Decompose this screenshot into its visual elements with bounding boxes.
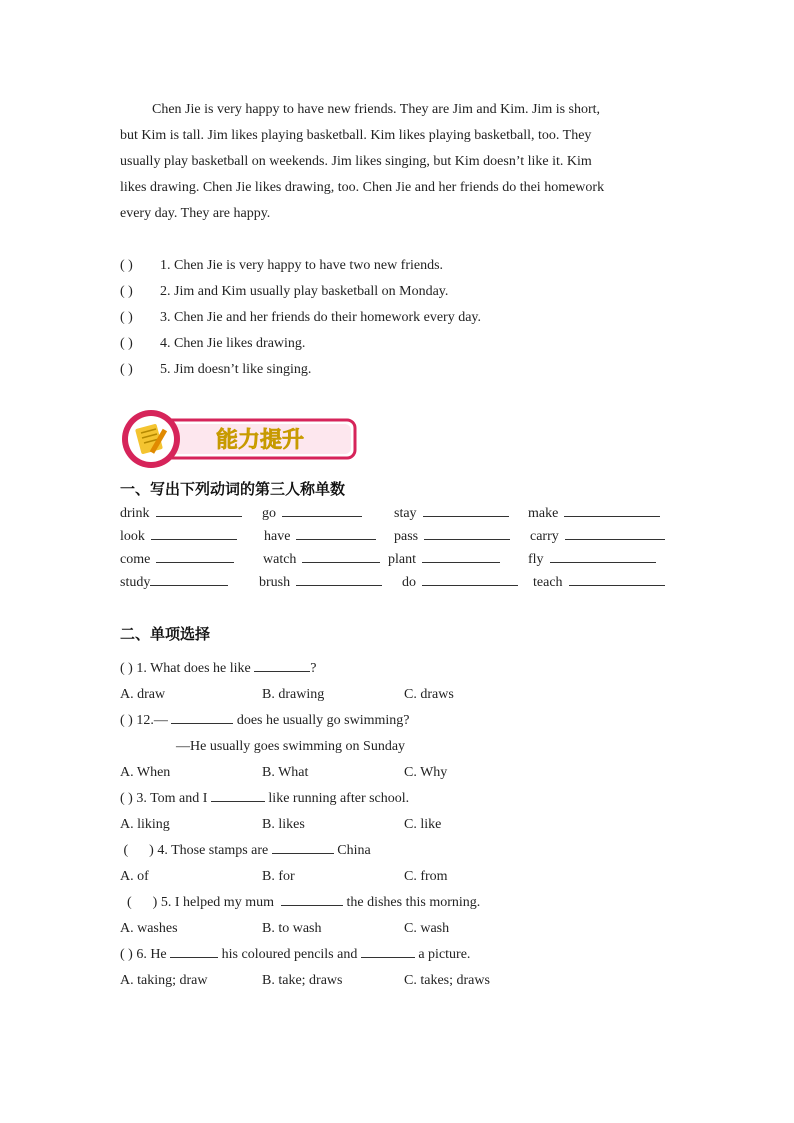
option-b[interactable]: B. to wash — [262, 921, 322, 936]
answer-blank[interactable] — [254, 657, 310, 672]
verb-item: pass — [394, 525, 510, 548]
options-row — [120, 812, 680, 838]
answer-blank[interactable] — [550, 548, 656, 563]
answer-blank[interactable] — [423, 502, 509, 517]
verb-item: fly — [528, 548, 656, 571]
passage-line: likes drawing. Chen Jie likes drawing, too. Chen Jie and her friends do thei homework — [120, 180, 605, 195]
true-false-list — [120, 253, 481, 383]
verb-item: have — [264, 525, 376, 548]
question-row: ( ) 3. Tom and I like running after school. — [120, 786, 680, 812]
answer-blank[interactable] — [296, 525, 376, 540]
option-b[interactable]: B. likes — [262, 817, 305, 832]
answer-blank[interactable] — [170, 943, 218, 958]
verb-item: stay — [394, 502, 509, 525]
options-row — [120, 760, 680, 786]
options-row — [120, 916, 680, 942]
option-b[interactable]: B. drawing — [262, 687, 325, 702]
answer-blank[interactable] — [422, 548, 500, 563]
answer-paren[interactable]: ( ) — [120, 310, 133, 325]
answer-blank[interactable] — [296, 571, 382, 586]
passage-line: usually play basketball on weekends. Jim likes singing, but Kim doesn’t like it. Kim — [120, 154, 592, 169]
answer-blank[interactable] — [156, 502, 242, 517]
section-title: 一、写出下列动词的第三人称单数 — [120, 480, 346, 498]
verb-item: come — [120, 548, 234, 571]
option-a[interactable]: A. When — [120, 765, 171, 780]
option-b[interactable]: B. for — [262, 869, 295, 884]
verb-item: watch — [263, 548, 380, 571]
answer-blank[interactable] — [211, 787, 265, 802]
option-c[interactable]: C. like — [404, 817, 442, 832]
verb-item: go — [262, 502, 362, 525]
answer-blank[interactable] — [424, 525, 510, 540]
answer-blank[interactable] — [171, 709, 233, 724]
verb-item: look — [120, 525, 237, 548]
question-text: 2. Jim and Kim usually play basketball on Monday. — [160, 284, 449, 299]
question-row: ( ) 1. What does he like ? — [120, 656, 680, 682]
passage-line: every day. They are happy. — [120, 206, 271, 221]
question-row: ( ) 12.— does he usually go swimming? — [120, 708, 680, 734]
verb-item: make — [528, 502, 660, 525]
option-b[interactable]: B. take; draws — [262, 973, 343, 988]
banner-graphic — [120, 408, 360, 470]
passage-line: but Kim is tall. Jim likes playing basketball. Kim likes playing basketball, too. They — [120, 128, 592, 143]
list-item — [120, 305, 481, 331]
question-text: 3. Chen Jie and her friends do their homework every day. — [160, 310, 481, 325]
answer-blank[interactable] — [156, 548, 234, 563]
multiple-choice-list — [120, 656, 680, 994]
option-c[interactable]: C. Why — [404, 765, 448, 780]
answer-paren[interactable]: ( ) — [120, 336, 133, 351]
answer-blank[interactable] — [150, 571, 228, 586]
option-c[interactable]: C. wash — [404, 921, 450, 936]
passage-line: Chen Jie is very happy to have new friends. They are Jim and Kim. Jim is short, — [152, 102, 601, 117]
list-item — [120, 279, 481, 305]
reading-passage — [120, 97, 671, 227]
options-row — [120, 968, 680, 994]
verb-table — [120, 502, 680, 594]
question-subline: —He usually goes swimming on Sunday — [176, 739, 406, 754]
answer-blank[interactable] — [282, 502, 362, 517]
option-c[interactable]: C. from — [404, 869, 448, 884]
question-text: 1. Chen Jie is very happy to have two new friends. — [160, 258, 444, 273]
table-row — [120, 502, 680, 525]
answer-blank[interactable] — [569, 571, 665, 586]
options-row — [120, 864, 680, 890]
option-a[interactable]: A. liking — [120, 817, 170, 832]
verb-item: brush — [259, 571, 382, 594]
answer-blank[interactable] — [422, 571, 518, 586]
list-item — [120, 331, 481, 357]
verb-item: plant — [388, 548, 500, 571]
verb-item: teach — [533, 571, 665, 594]
question-row: ( ) 4. Those stamps are China — [120, 838, 680, 864]
verb-item: do — [402, 571, 518, 594]
answer-blank[interactable] — [302, 548, 380, 563]
table-row — [120, 548, 680, 571]
answer-blank[interactable] — [361, 943, 415, 958]
options-row — [120, 682, 680, 708]
banner-title: 能力提升 — [215, 428, 305, 453]
question-row: ( ) 6. He his coloured pencils and a picture. — [120, 942, 680, 968]
list-item — [120, 357, 481, 383]
question-text: 5. Jim doesn’t like singing. — [160, 362, 312, 377]
answer-blank[interactable] — [272, 839, 334, 854]
option-a[interactable]: A. washes — [120, 921, 178, 936]
option-a[interactable]: A. draw — [120, 687, 166, 702]
answer-blank[interactable] — [565, 525, 665, 540]
answer-paren[interactable]: ( ) — [120, 284, 133, 299]
question-text: 4. Chen Jie likes drawing. — [160, 336, 306, 351]
verb-item: drink — [120, 502, 242, 525]
section-banner — [120, 408, 360, 470]
table-row — [120, 525, 680, 548]
answer-blank[interactable] — [151, 525, 237, 540]
answer-blank[interactable] — [564, 502, 660, 517]
list-item — [120, 253, 481, 279]
table-row — [120, 571, 680, 594]
option-c[interactable]: C. takes; draws — [404, 973, 490, 988]
question-row: ( ) 5. I helped my mum the dishes this morning. — [120, 890, 680, 916]
answer-paren[interactable]: ( ) — [120, 258, 133, 273]
answer-blank[interactable] — [281, 891, 343, 906]
option-b[interactable]: B. What — [262, 765, 309, 780]
section-title: 二、单项选择 — [120, 625, 211, 643]
verb-item: study — [120, 571, 228, 594]
answer-paren[interactable]: ( ) — [120, 362, 133, 377]
option-a[interactable]: A. taking; draw — [120, 973, 208, 988]
option-a[interactable]: A. of — [120, 869, 149, 884]
option-c[interactable]: C. draws — [404, 687, 454, 702]
verb-item: carry — [530, 525, 665, 548]
